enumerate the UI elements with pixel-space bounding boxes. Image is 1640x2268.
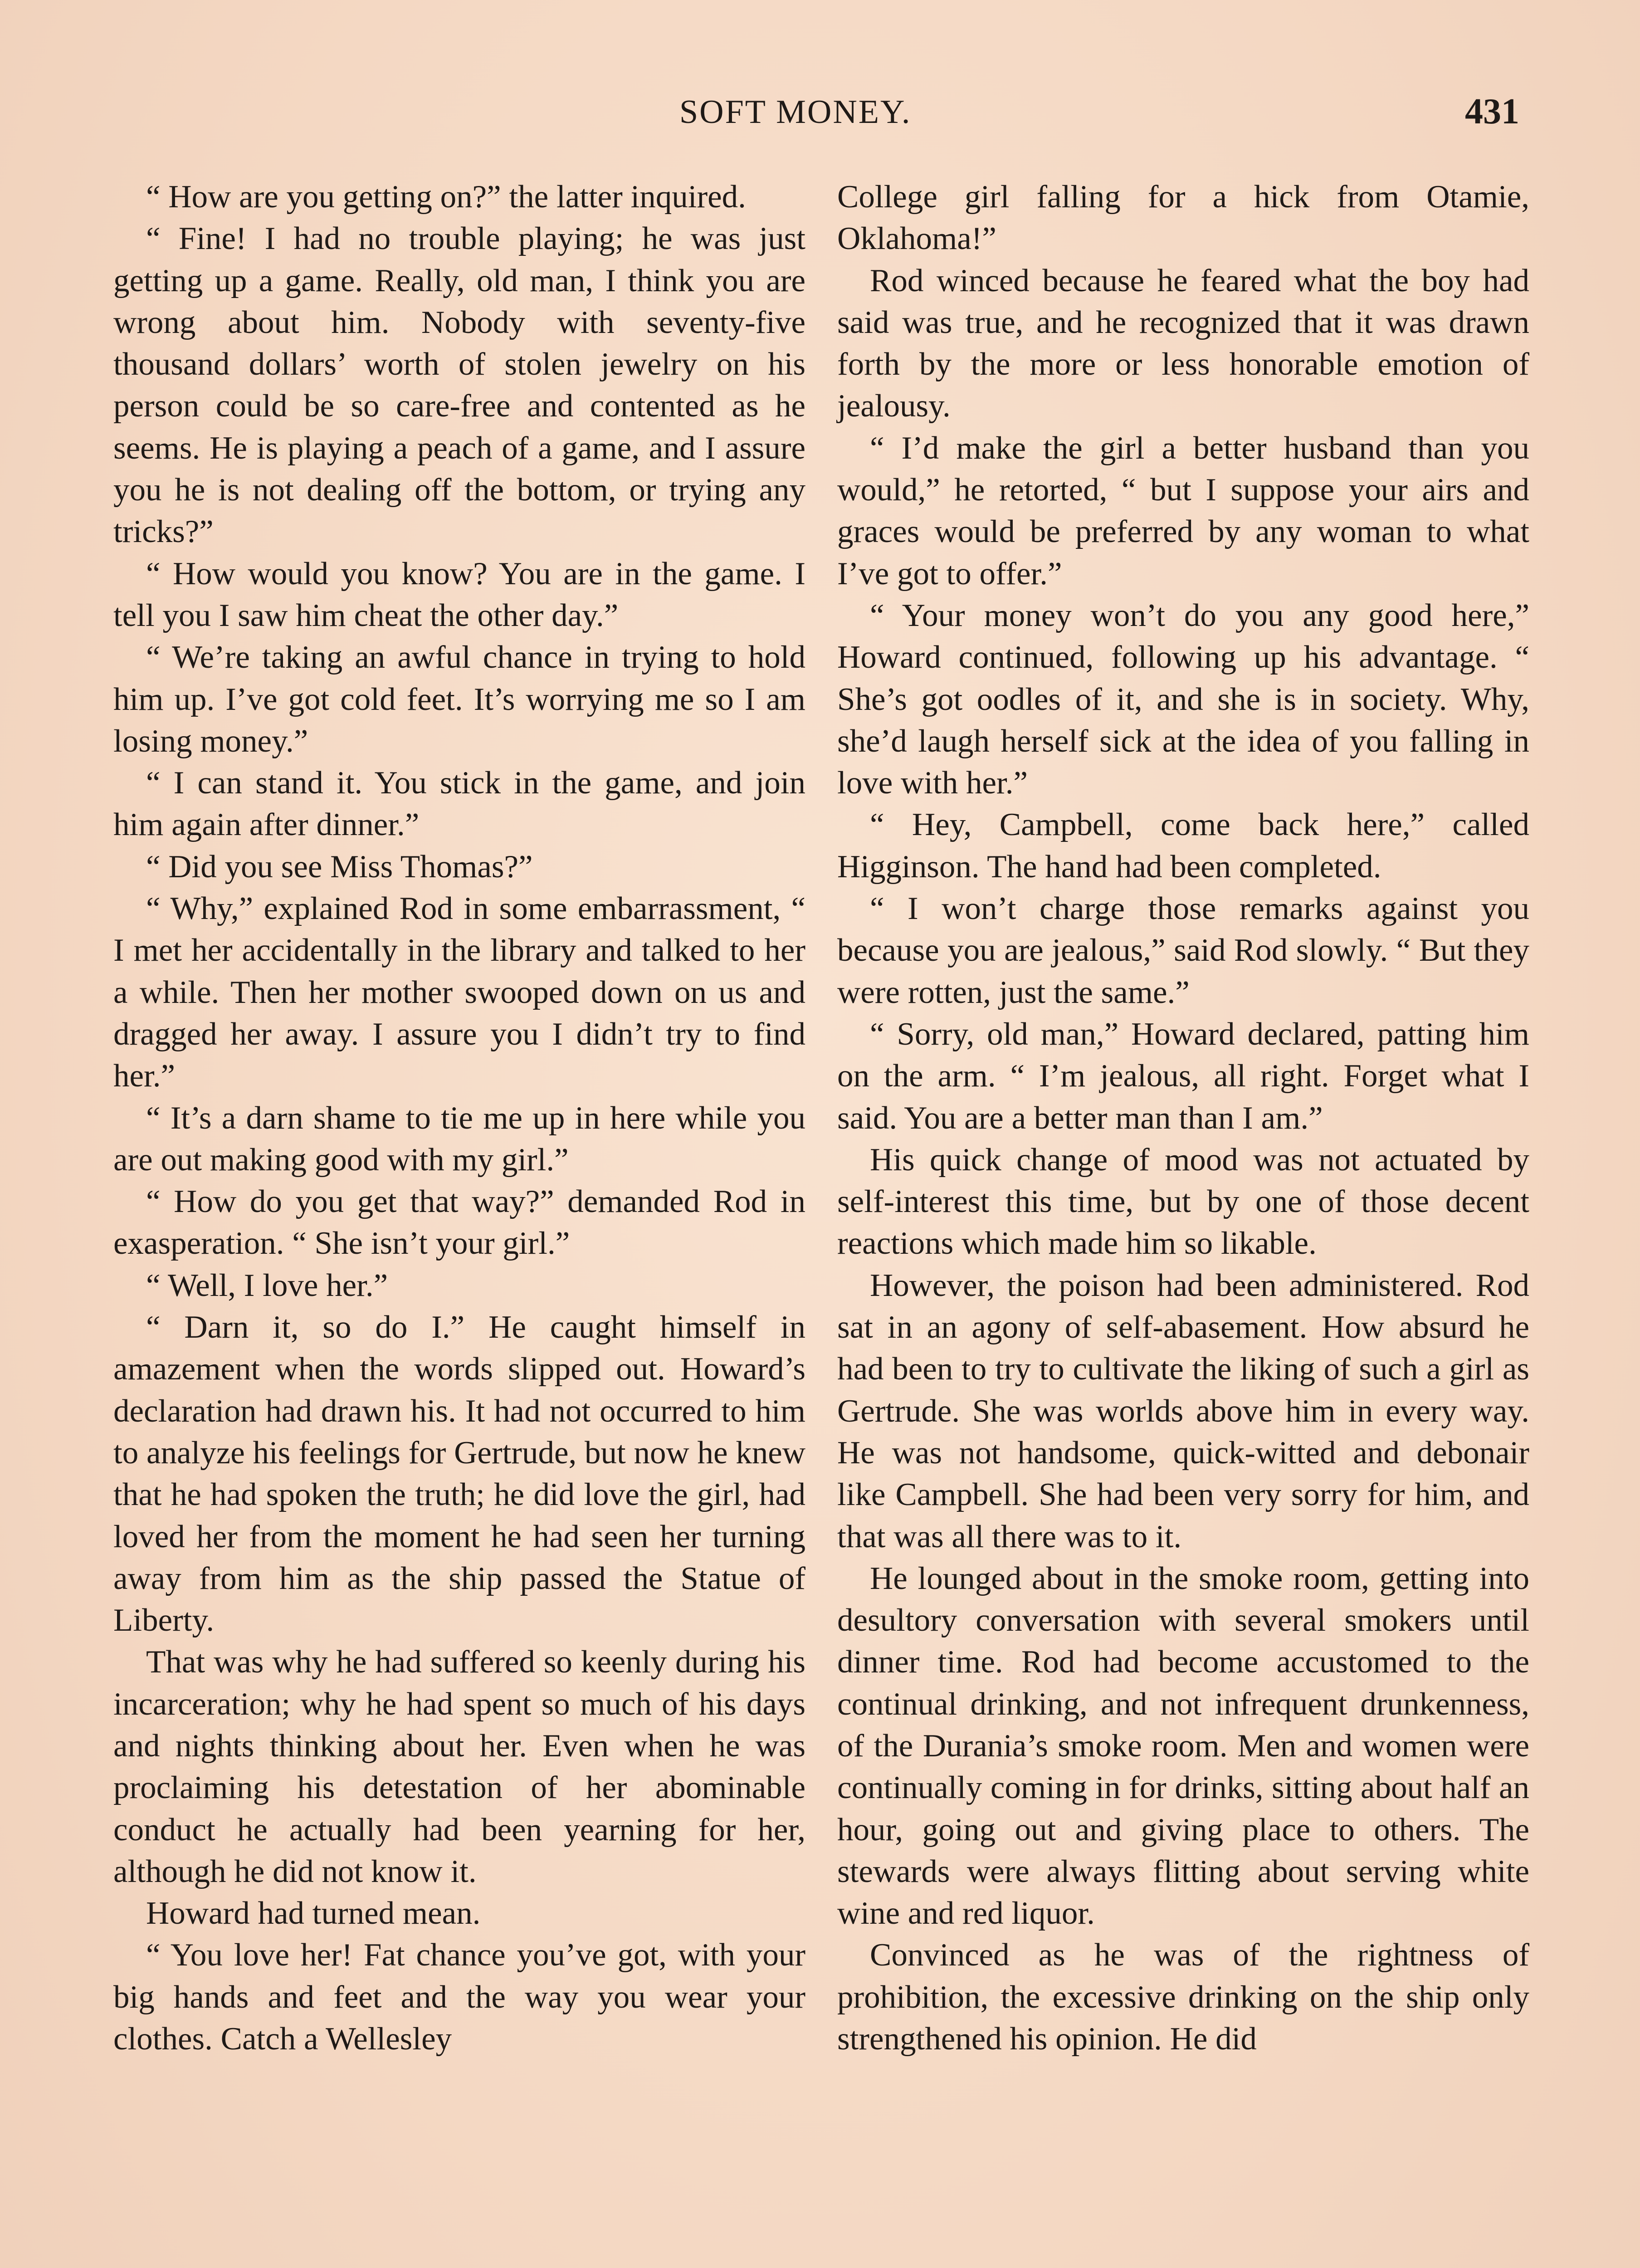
- paragraph: “ I can stand it. You stick in the game, and join him again after dinner.”: [113, 765, 805, 843]
- paragraph: “ Well, I love her.”: [146, 1267, 388, 1303]
- paragraph: “ Did you see Miss Thomas?”: [146, 849, 533, 885]
- right-column: [837, 176, 1529, 2060]
- paragraph: “ It’s a darn shame to tie me up in here while you are out making good with my girl.”: [113, 1100, 805, 1178]
- page-number: 431: [1465, 92, 1519, 132]
- paragraph: “ Your money won’t do you any good here,” Howard continued, following up his advantage. “ She’s got oodles of it, and she is in society. Why, she’d laugh herself sick at the idea of you falling in love with her.”: [837, 597, 1529, 801]
- paragraph: Howard had turned mean.: [146, 1896, 481, 1931]
- paragraph: He lounged about in the smoke room, getting into desultory conversation with several smokers until dinner time. Rod had become accustomed to the continual drinking, and not infrequent drunkenness, of the Durania’s smoke room. Men and women were continually coming in for drinks, sitting about half an hour, going out and giving place to others. The stewards were always flitting about serving white wine and red liquor.: [837, 1560, 1529, 1931]
- running-head: SOFT MONEY.: [679, 93, 912, 131]
- paragraph: “ Fine! I had no trouble playing; he was just getting up a game. Really, old man, I think you are wrong about him. Nobody with seventy-five thousand dollars’ worth of stolen jewelry on his person could be so care-free and contented as he seems. He is playing a peach of a game, and I assure you he is not dealing off the bottom, or trying any tricks?”: [113, 221, 805, 550]
- paragraph: “ Sorry, old man,” Howard declared, patting him on the arm. “ I’m jealous, all right. Forget what I said. You are a better man than I am.”: [837, 1016, 1529, 1136]
- paragraph: “ How would you know? You are in the game. I tell you I saw him cheat the other day.”: [113, 556, 805, 633]
- paragraph: “ Darn it, so do I.” He caught himself in amazement when the words slipped out. Howard’s declaration had drawn his. It had not occurred to him to analyze his feelings for Gertrude, but now he knew that he had spoken the truth; he did love the girl, had loved her from the moment he had seen her turning away from him as the ship passed the Statue of Liberty.: [113, 1310, 806, 1638]
- paragraph: However, the poison had been administered. Rod sat in an agony of self-abasement. How absurd he had been to try to cultivate the liking of such a girl as Gertrude. She was worlds above him in every way. He was not handsome, quick-witted and debonair like Campbell. She had been very sorry for him, and that was all there was to it.: [837, 1267, 1529, 1554]
- paragraph: “ We’re taking an awful chance in trying to hold him up. I’ve got cold feet. It’s worrying me so I am losing money.”: [113, 640, 805, 759]
- paragraph: “ I won’t charge those remarks against you because you are jealous,” said Rod slowly. “ But they were rotten, just the same.”: [837, 891, 1529, 1010]
- paragraph: “ Hey, Campbell, come back here,” called Higginson. The hand had been completed.: [837, 807, 1529, 885]
- paragraph-continued: College girl falling for a hick from Otamie, Oklahoma!”: [837, 179, 1529, 257]
- paragraph: “ How are you getting on?” the latter inquired.: [146, 179, 746, 215]
- paragraph: “ Why,” explained Rod in some embarrassment, “ I met her accidentally in the library and talked to her a while. Then her mother swooped down on us and dragged her away. I assure you I didn’t try to find her.”: [113, 891, 805, 1094]
- paragraph: “ You love her! Fat chance you’ve got, with your big hands and feet and the way you wear your clothes. Catch a Wellesley: [113, 1937, 805, 2057]
- paragraph: Convinced as he was of the rightness of prohibition, the excessive drinking on the ship only strengthened his opinion. He did: [837, 1937, 1529, 2057]
- page-header: [0, 91, 1640, 145]
- paragraph: That was why he had suffered so keenly during his incarceration; why he had spent so much of his days and nights thinking about her. Even when he was proclaiming his detestation of her abominable conduct he actually had been yearning for her, although he did not know it.: [113, 1644, 805, 1889]
- paragraph: His quick change of mood was not actuated by self-interest this time, but by one of those decent reactions which made him so likable.: [837, 1142, 1529, 1261]
- paragraph: “ How do you get that way?” demanded Rod in exasperation. “ She isn’t your girl.”: [113, 1184, 805, 1261]
- paragraph: “ I’d make the girl a better husband than you would,” he retorted, “ but I suppose your airs and graces would be preferred by any woman to what I’ve got to offer.”: [837, 430, 1529, 591]
- paragraph: Rod winced because he feared what the boy had said was true, and he recognized that it was drawn forth by the more or less honorable emotion of jealousy.: [837, 263, 1529, 424]
- left-column: [113, 176, 805, 2060]
